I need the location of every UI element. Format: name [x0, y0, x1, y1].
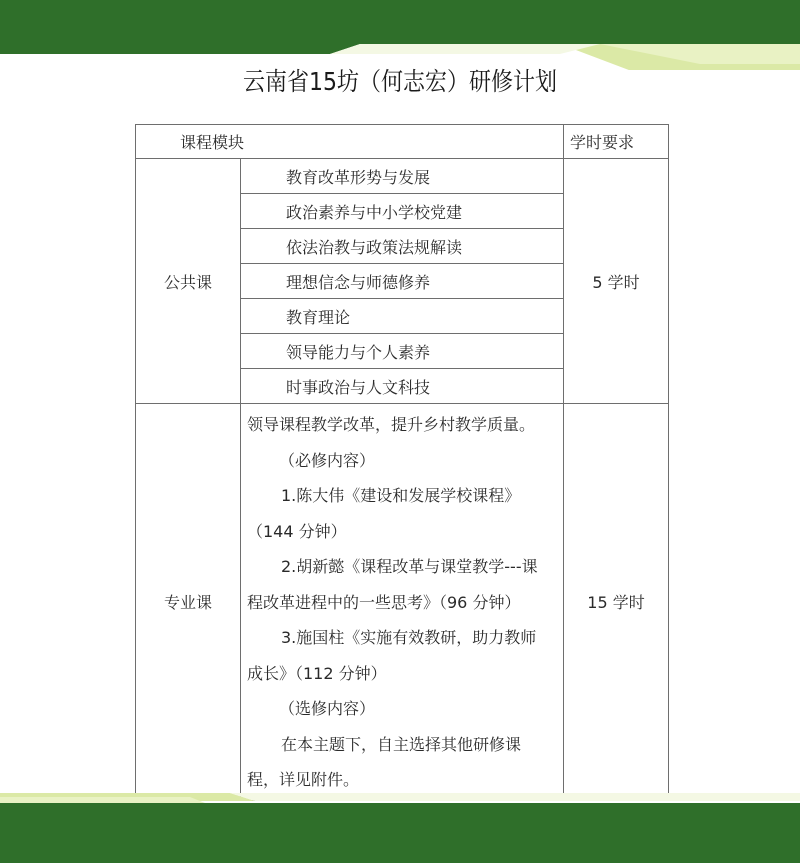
professional-line: 领导课程教学改革，提升乡村教学质量。 — [247, 415, 536, 434]
public-topic: 政治素养与中小学校党建 — [241, 194, 564, 229]
table-row — [136, 159, 669, 194]
public-topic: 领导能力与个人素养 — [241, 334, 564, 369]
professional-line: 成长》（112 分钟） — [247, 663, 387, 683]
professional-line: 程，详见附件。 — [247, 770, 360, 789]
public-course-hours: 5 学时 — [564, 159, 669, 404]
public-topic: 教育改革形势与发展 — [241, 159, 564, 194]
professional-line: （选修内容） — [279, 699, 376, 718]
page-title: 云南省15坊（何志宏）研修计划 — [242, 67, 557, 96]
study-plan-table — [135, 124, 669, 801]
professional-line: 1.陈大伟《建设和发展学校课程》 — [281, 486, 521, 505]
professional-line: （必修内容） — [279, 450, 376, 470]
public-course-category: 公共课 — [136, 159, 241, 404]
public-topic: 理想信念与师德修养 — [241, 264, 564, 299]
professional-line: 2.胡新懿《课程改革与课堂教学---课 — [281, 557, 538, 576]
bottom-decorative-band — [0, 789, 800, 863]
professional-course-hours: 15 学时 — [564, 404, 669, 801]
top-decorative-band — [0, 0, 800, 70]
professional-line: 程改革进程中的一些思考》（96 分钟） — [247, 592, 521, 612]
public-topic: 依法治教与政策法规解读 — [241, 229, 564, 264]
public-topic: 时事政治与人文科技 — [241, 369, 564, 404]
professional-line: 在本主题下，自主选择其他研修课 — [281, 734, 522, 754]
professional-course-content — [241, 404, 564, 801]
public-topic: 教育理论 — [241, 299, 564, 334]
professional-course-category: 专业课 — [136, 404, 241, 801]
table-header-row — [136, 125, 669, 159]
professional-line: （144 分钟） — [247, 521, 347, 541]
table-row — [136, 404, 669, 801]
professional-line: 3.施国柱《实施有效教研，助力教师 — [281, 628, 537, 647]
header-module: 课程模块 — [136, 125, 564, 159]
header-hours: 学时要求 — [564, 125, 669, 159]
